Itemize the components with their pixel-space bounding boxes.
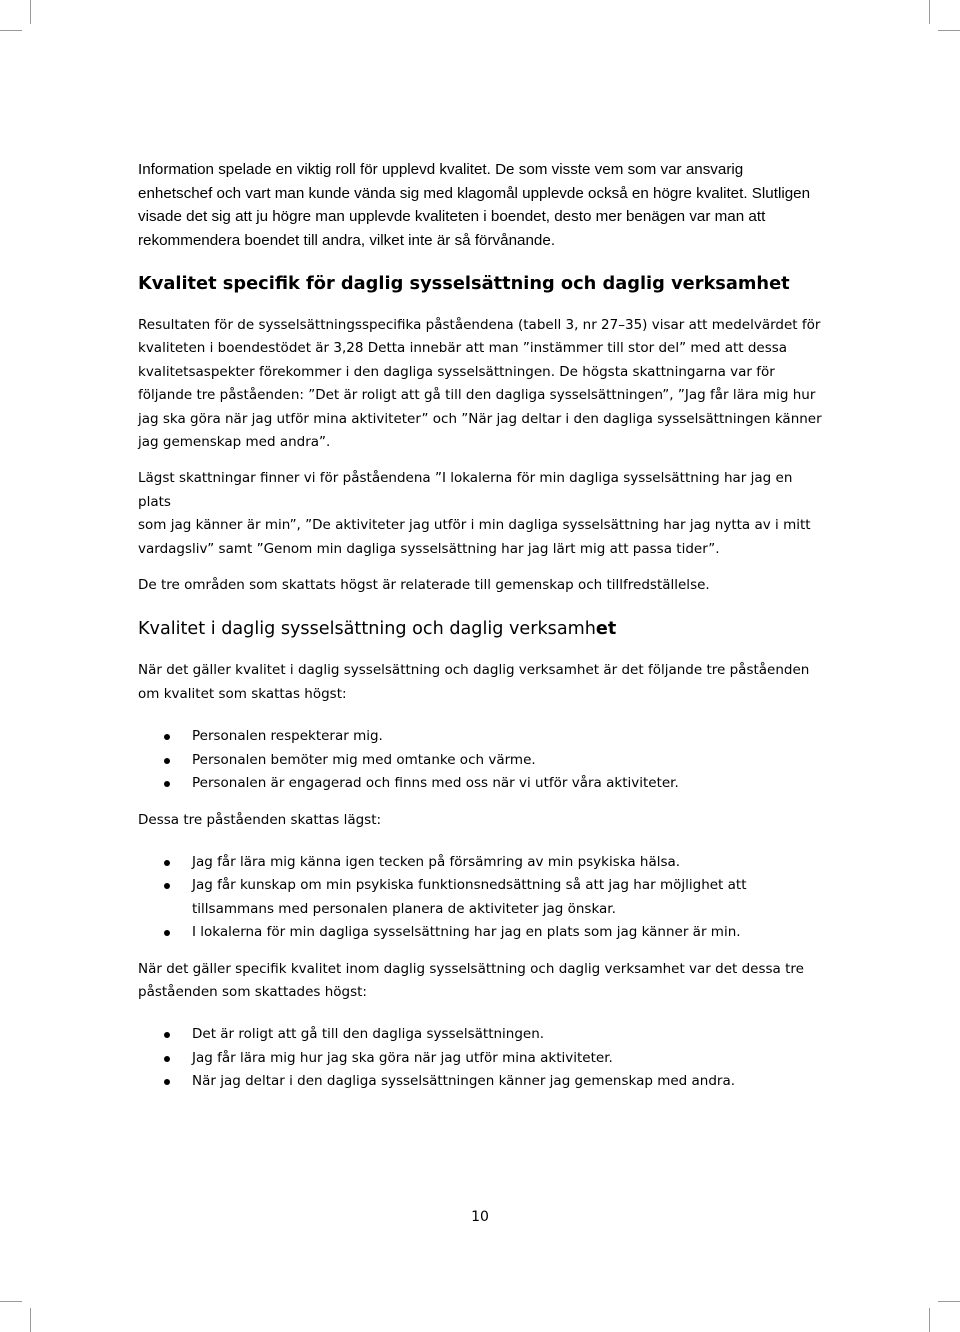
list-item-text: Personalen bemöter mig med omtanke och värme.	[192, 751, 536, 768]
text-line: kvalitetsaspekter förekommer i den dagliga sysselsättningen. De högsta skattningarna var för	[138, 363, 775, 380]
intro-line: visade det sig att ju högre man upplevde kvaliteten i boendet, desto mer benägen var man att	[138, 208, 766, 225]
list-item-text: Jag får kunskap om min psykiska funktionsnedsättning så att jag har möjlighet att	[192, 877, 747, 894]
summary-paragraph: De tre områden som skattats högst är relaterade till gemenskap och tillfredställelse.	[138, 577, 710, 594]
list-item-text: Personalen respekterar mig.	[192, 728, 383, 745]
list-item-text: Det är roligt att gå till den dagliga sysselsättningen.	[192, 1026, 545, 1043]
list-item	[138, 1047, 828, 1070]
document-page	[138, 158, 828, 1094]
list-item-text: Jag får lära mig hur jag ska göra när jag utför mina aktiviteter.	[192, 1049, 613, 1066]
list-item	[138, 749, 828, 772]
list-item-text: När jag deltar i den dagliga sysselsättningen känner jag gemenskap med andra.	[192, 1073, 736, 1090]
crop-mark-tl-v	[30, 0, 31, 24]
results-paragraph	[138, 314, 828, 454]
text-line: om kvalitet som skattas högst:	[138, 685, 347, 702]
specific-highest-list	[138, 1023, 828, 1093]
bullet-icon	[164, 734, 170, 740]
list-item-text: Personalen är engagerad och finns med oss när vi utför våra aktiviteter.	[192, 775, 679, 792]
crop-mark-tr-h	[938, 30, 960, 31]
text-line: Resultaten för de sysselsättningsspecifika påståendena (tabell 3, nr 27–35) visar att medelvärdet för	[138, 317, 821, 333]
crop-mark-tr-v	[929, 0, 930, 24]
crop-mark-bl-h	[0, 1301, 22, 1302]
bullet-icon	[164, 883, 170, 889]
bullet-icon	[164, 860, 170, 866]
section-heading-quality	[138, 618, 828, 640]
list-item-text: I lokalerna för min dagliga sysselsättning har jag en plats som jag känner är min.	[192, 924, 741, 941]
list-item	[138, 874, 828, 921]
text-line: påståenden som skattades högst:	[138, 983, 367, 1000]
list-item-text: tillsammans med personalen planera de aktiviteter jag önskar.	[192, 900, 616, 917]
page-number: 10	[471, 1209, 489, 1225]
bullet-icon	[164, 781, 170, 787]
text-line: När det gäller kvalitet i daglig sysselsättning och daglig verksamhet är det följande tre påståenden	[138, 662, 810, 679]
section-heading-specific: Kvalitet specifik för daglig sysselsättning och daglig verksamhet	[138, 273, 790, 294]
heading-bold-text: et	[595, 619, 617, 640]
bullet-icon	[164, 1079, 170, 1085]
bullet-icon	[164, 1032, 170, 1038]
lowest-ratings-paragraph	[138, 467, 828, 561]
intro-line: enhetschef och vart man kunde vända sig med klagomål upplevde också en högre kvalitet. Slutligen	[138, 184, 811, 202]
heading-text: Kvalitet i daglig sysselsättning och daglig verksamh	[138, 619, 596, 640]
bullet-icon	[164, 758, 170, 764]
text-line: När det gäller specifik kvalitet inom daglig sysselsättning och daglig verksamhet var det dessa tre	[138, 960, 804, 977]
text-line: Lägst skattningar finner vi för påståendena ”I lokalerna för min dagliga sysselsättning har jag en plats	[138, 470, 793, 510]
list-item-text: Jag får lära mig känna igen tecken på försämring av min psykiska hälsa.	[192, 853, 681, 870]
text-line: följande tre påståenden: ”Det är roligt att gå till den dagliga sysselsättningen”, ”Jag får lära mig hur	[138, 387, 816, 404]
lowest-intro-paragraph: Dessa tre påståenden skattas lägst:	[138, 811, 382, 828]
list-item	[138, 1023, 828, 1046]
crop-mark-br-v	[929, 1308, 930, 1332]
text-line: jag ska göra när jag utför mina aktiviteter” och ”När jag deltar i den dagliga sysselsättningen känner	[138, 410, 822, 427]
intro-paragraph	[138, 158, 828, 252]
bullet-icon	[164, 930, 170, 936]
highest-rated-list	[138, 725, 828, 795]
crop-mark-bl-v	[30, 1308, 31, 1332]
crop-mark-tl-h	[0, 30, 22, 31]
bullet-icon	[164, 1056, 170, 1062]
text-line: vardagsliv” samt ”Genom min dagliga sysselsättning har jag lärt mig att passa tider”.	[138, 540, 720, 557]
specific-quality-paragraph	[138, 958, 828, 1005]
crop-mark-br-h	[938, 1301, 960, 1302]
list-item	[138, 921, 828, 944]
quality-intro-paragraph	[138, 659, 828, 706]
text-line: som jag känner är min”, ”De aktiviteter jag utför i min dagliga sysselsättning har jag nytta av i mitt	[138, 517, 811, 534]
text-line: jag gemenskap med andra”.	[138, 434, 331, 451]
list-item	[138, 772, 828, 795]
list-item	[138, 725, 828, 748]
intro-line: rekommendera boendet till andra, vilket inte är så förvånande.	[138, 231, 556, 249]
list-item	[138, 851, 828, 874]
intro-line: Information spelade en viktig roll för upplevd kvalitet. De som visste vem som var ansvarig	[138, 161, 744, 178]
lowest-rated-list	[138, 851, 828, 945]
list-item	[138, 1070, 828, 1093]
text-line: kvaliteten i boendestödet är 3,28 Detta innebär att man ”instämmer till stor del” med att dessa	[138, 340, 788, 357]
